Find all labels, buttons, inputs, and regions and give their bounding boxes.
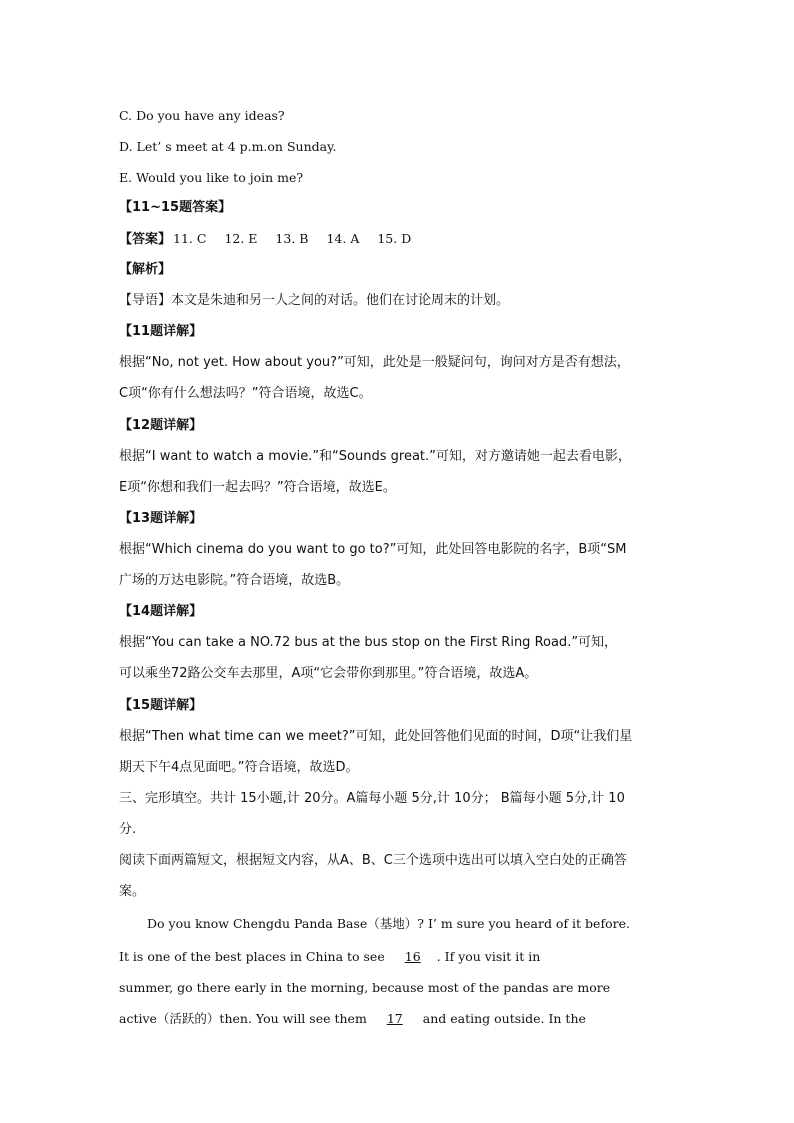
blank-16: 16 xyxy=(404,949,421,964)
passage-line4-a: active（活跃的）then. You will see them xyxy=(119,1011,371,1026)
detail-15-title: 【15题详解】 xyxy=(119,698,203,713)
answer-14: 14. A xyxy=(326,231,360,246)
section3-instruction2: 案。 xyxy=(119,884,146,899)
detail-14-line2: 可以乘坐72路公交车去那里，A项“它会带你到那里。”符合语境，故选A。 xyxy=(119,666,538,681)
detail-14-title: 【14题详解】 xyxy=(119,604,203,619)
detail-14-line1: 根据“You can take a NO.72 bus at the bus stop on the First Ring Road.”可知， xyxy=(119,635,618,650)
answer-11: 11. C xyxy=(173,231,207,246)
section3-instruction1: 阅读下面两篇短文，根据短文内容，从A、B、C三个选项中选出可以填入空白处的正确答 xyxy=(119,853,627,868)
option-d: D. Let’ s meet at 4 p.m.on Sunday. xyxy=(119,139,337,154)
blank-17: 17 xyxy=(386,1011,403,1026)
passage-line4 xyxy=(119,1011,679,1027)
answer-13: 13. B xyxy=(275,231,309,246)
intro-text: 【导语】本文是朱迪和另一人之间的对话。他们在讨论周末的计划。 xyxy=(119,293,510,308)
detail-11-title: 【11题详解】 xyxy=(119,324,203,339)
answers-section-title: 【11~15题答案】 xyxy=(119,200,232,215)
detail-11-line1: 根据“No, not yet. How about you?”可知，此处是一般疑问句，询问对方是否有想法， xyxy=(119,355,630,370)
answers-line xyxy=(119,231,679,248)
answer-12: 12. E xyxy=(224,231,258,246)
section3-line2: 分. xyxy=(119,822,137,837)
passage-line4-b: and eating outside. In the xyxy=(418,1011,586,1026)
passage-line2-a: It is one of the best places in China to see xyxy=(119,949,389,964)
passage-line1: Do you know Chengdu Panda Base（基地）? I’ m sure you heard of it before. xyxy=(147,916,630,931)
analysis-title: 【解析】 xyxy=(119,262,172,277)
detail-13-title: 【13题详解】 xyxy=(119,511,203,526)
detail-15-line2: 期天下午4点见面吧。”符合语境，故选D。 xyxy=(119,760,359,775)
detail-13-line1: 根据“Which cinema do you want to go to?”可知，此处回答电影院的名字，B项“SM xyxy=(119,542,627,557)
passage-line2-b: . If you visit it in xyxy=(436,949,541,964)
section3-line1: 三、完形填空。共计 15小题,计 20分。A篇每小题 5分,计 10分； B篇每小题 5分,计 10 xyxy=(119,791,625,806)
answers-label: 【答案】 xyxy=(119,232,172,247)
option-c: C. Do you have any ideas? xyxy=(119,108,285,123)
detail-15-line1: 根据“Then what time can we meet?”可知，此处回答他们见面的时间，D项“让我们星 xyxy=(119,729,633,744)
detail-11-line2: C项“你有什么想法吗？”符合语境，故选C。 xyxy=(119,386,372,401)
detail-12-line2: E项“你想和我们一起去吗？”符合语境，故选E。 xyxy=(119,480,396,495)
detail-12-title: 【12题详解】 xyxy=(119,418,203,433)
passage-line2 xyxy=(119,949,679,965)
answer-15: 15. D xyxy=(377,231,412,246)
option-e: E. Would you like to join me? xyxy=(119,170,304,185)
detail-12-line1: 根据“I want to watch a movie.”和“Sounds great.”可知，对方邀请她一起去看电影， xyxy=(119,449,631,464)
passage-line3: summer, go there early in the morning, because most of the pandas are more xyxy=(119,980,611,995)
detail-13-line2: 广场的万达电影院。”符合语境，故选B。 xyxy=(119,573,350,588)
